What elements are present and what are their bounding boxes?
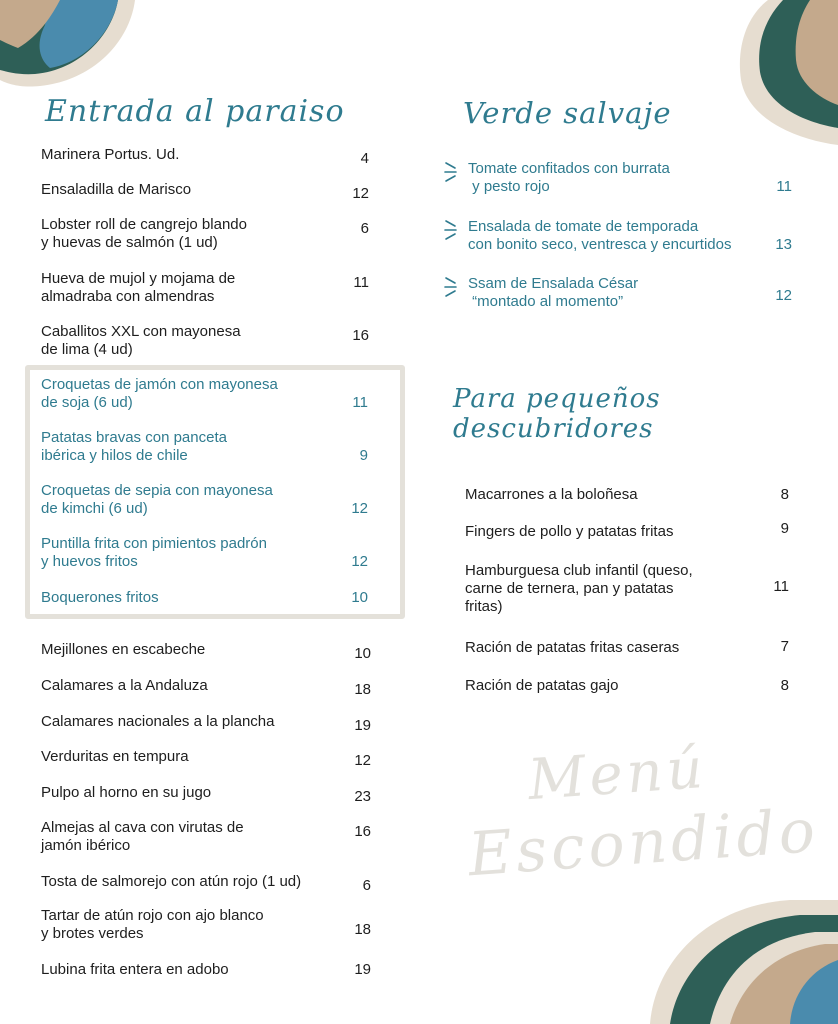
menu-item-price: 16 — [352, 327, 369, 344]
bottom-right-decoration — [650, 900, 838, 1024]
menu-item-name: Tomate confitados con burrata y pesto rojo — [468, 160, 670, 195]
menu-item-price: 12 — [354, 752, 371, 769]
menu-item — [468, 218, 792, 278]
section-title-kids: Para pequeños descubridores — [453, 384, 661, 444]
menu-item-name: Pulpo al horno en su jugo — [41, 784, 212, 801]
menu-item-price: 11 — [776, 178, 792, 195]
menu-item-name: Hueva de mujol y mojama de almadraba con almendras — [41, 270, 236, 305]
watermark-line-1: Menú — [525, 735, 709, 814]
menu-item-name: Puntilla frita con pimientos padrón y huevos fritos — [41, 535, 267, 570]
menu-item-price: 9 — [780, 520, 789, 537]
menu-item-price: 9 — [359, 447, 368, 464]
menu-item-price: 12 — [351, 553, 368, 570]
menu-item — [41, 482, 368, 542]
menu-item — [468, 160, 792, 220]
menu-item-name: Caballitos XXL con mayonesa de lima (4 ud) — [41, 323, 241, 358]
menu-item — [41, 429, 368, 489]
menu-item-name: Boquerones fritos — [41, 589, 159, 606]
menu-item — [41, 961, 371, 1021]
menu-item-price: 13 — [775, 236, 792, 253]
menu-item — [41, 270, 369, 330]
menu-item-name: Tosta de salmorejo con atún rojo (1 ud) — [41, 873, 302, 890]
menu-item-name: Ensaladilla de Marisco — [41, 181, 192, 198]
menu-item-name: Lubina frita entera en adobo — [41, 961, 229, 978]
menu-item-name: Calamares a la Andaluza — [41, 677, 208, 694]
menu-item-name: Ración de patatas gajo — [465, 677, 619, 694]
menu-item-price: 18 — [354, 921, 371, 938]
menu-item-price: 12 — [775, 287, 792, 304]
menu-item — [465, 562, 789, 622]
menu-item-price: 8 — [780, 486, 789, 503]
menu-item-price: 11 — [352, 394, 368, 411]
menu-item-price: 23 — [354, 788, 371, 805]
menu-item-name: Ración de patatas fritas caseras — [465, 639, 680, 656]
top-right-decoration — [738, 0, 838, 150]
menu-item-name: Hamburguesa club infantil (queso, carne de ternera, pan y patatas fritas) — [465, 562, 693, 615]
top-left-decoration — [0, 0, 140, 90]
menu-item-price: 16 — [354, 823, 371, 840]
arrow-icon — [444, 219, 458, 241]
menu-item-name: Croquetas de jamón con mayonesa de soja (6 ud) — [41, 376, 278, 411]
menu-item — [468, 275, 792, 335]
menu-item-name: Mejillones en escabeche — [41, 641, 206, 658]
menu-item-name: Croquetas de sepia con mayonesa de kimchi (6 ud) — [41, 482, 273, 517]
menu-item-name: Fingers de pollo y patatas fritas — [465, 523, 674, 540]
menu-item-price: 6 — [362, 877, 371, 894]
arrow-icon — [444, 161, 458, 183]
menu-item — [41, 323, 369, 383]
arrow-icon — [444, 276, 458, 298]
menu-item — [41, 907, 371, 967]
menu-item — [41, 589, 368, 649]
menu-item-price: 11 — [773, 578, 789, 595]
menu-item-price: 12 — [351, 500, 368, 517]
menu-item-price: 4 — [360, 150, 369, 167]
menu-item-price: 6 — [360, 220, 369, 237]
menu-item-price: 11 — [353, 274, 369, 291]
menu-item-name: Ssam de Ensalada César “montado al momento” — [468, 275, 639, 310]
menu-item-price: 18 — [354, 681, 371, 698]
section-title-entrada: Entrada al paraiso — [45, 94, 345, 129]
menu-item — [465, 677, 789, 737]
menu-item-name: Tartar de atún rojo con ajo blanco y brotes verdes — [41, 907, 264, 942]
menu-item-price: 12 — [352, 185, 369, 202]
menu-item-price: 10 — [354, 645, 371, 662]
menu-item — [41, 376, 368, 436]
menu-item-name: Almejas al cava con virutas de jamón ibérico — [41, 819, 244, 854]
menu-item-price: 8 — [780, 677, 789, 694]
menu-item-name: Calamares nacionales a la plancha — [41, 713, 275, 730]
menu-item-price: 19 — [354, 961, 371, 978]
menu-item-price: 10 — [351, 589, 368, 606]
menu-item — [41, 535, 368, 595]
menu-item-name: Ensalada de tomate de temporada con bonito seco, ventresca y encurtidos — [468, 218, 732, 253]
menu-item-name: Marinera Portus. Ud. — [41, 146, 180, 163]
menu-item — [41, 819, 371, 879]
watermark-line-2: Escondido — [465, 795, 822, 891]
menu-item-name: Macarrones a la boloñesa — [465, 486, 638, 503]
menu-item-name: Lobster roll de cangrejo blando y huevas de salmón (1 ud) — [41, 216, 247, 251]
section-title-verde: Verde salvaje — [463, 96, 672, 130]
menu-item-name: Verduritas en tempura — [41, 748, 189, 765]
menu-item-name: Patatas bravas con panceta ibérica y hilos de chile — [41, 429, 227, 464]
menu-item — [41, 216, 369, 276]
menu-item-price: 7 — [780, 638, 789, 655]
menu-item-price: 19 — [354, 717, 371, 734]
